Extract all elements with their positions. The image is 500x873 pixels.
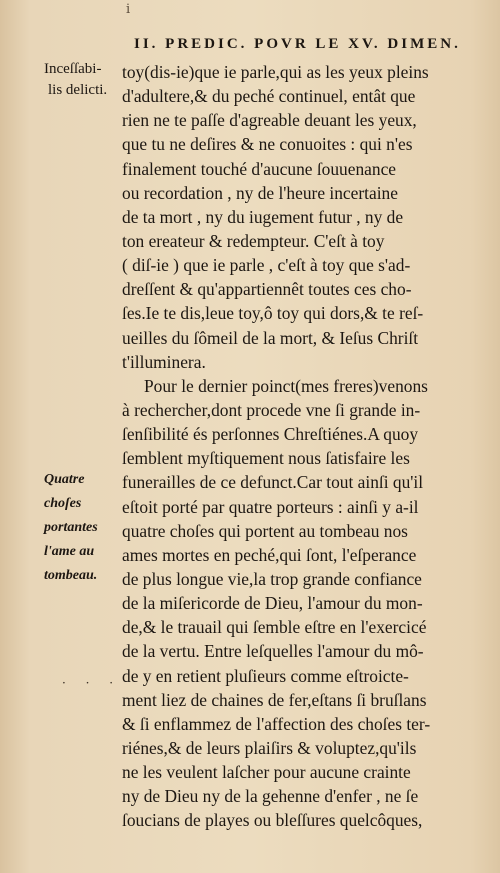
text-line: rien ne te paſſe d'agreable deuant les yeux,: [122, 110, 417, 131]
text-line: d'adultere,& du peché continuel, entât que: [122, 86, 416, 107]
text-line: & ſi enflammez de l'affection des choſes ter-: [122, 713, 431, 734]
margin-note-tombeau: tombeau.: [44, 568, 98, 583]
text-line: ( diſ-ie ) que ie parle , c'eſt à toy que s'ad-: [122, 255, 411, 276]
text-line: ſes.Ie te dis,leue toy,ô toy qui dors,& te reſ-: [122, 303, 424, 324]
text-line: de la miſericorde de Dieu, l'amour du mon-: [122, 593, 423, 614]
margin-dots: · · ·: [62, 676, 122, 690]
text-line: dreſſent & qu'appartiennêt toutes ces cho-: [122, 279, 412, 300]
text-line: de y en retient pluſieurs comme eſtroicte-: [122, 665, 409, 686]
text-line: à rechercher,dont procede vne ſi grande in-: [122, 399, 421, 420]
margin-note-lame-au: l'ame au: [44, 544, 95, 559]
text-line: quatre choſes qui portent au tombeau nos: [122, 520, 408, 541]
text-line: ou recordation , ny de l'heure incertaine: [122, 182, 398, 203]
running-head: II. PREDIC. POVR LE XV. DIMEN.: [134, 36, 461, 52]
text-line: funerailles de ce defunct.Car tout ainſi qu'il: [122, 472, 424, 493]
text-line: de plus longue vie,la trop grande confiance: [122, 568, 422, 589]
text-line: de,& le trauail qui ſemble eſtre en l'exercicé: [122, 617, 427, 638]
text-line: t'illuminera.: [122, 351, 206, 372]
text-line: ment liez de chaines de fer,eſtans ſi bruſlans: [122, 689, 427, 710]
margin-note-portantes: portantes: [44, 520, 98, 535]
text-line: eſtoit porté par quatre porteurs : ainſi y a-il: [122, 496, 419, 517]
folio-mark: i: [126, 2, 131, 17]
text-block: [122, 60, 482, 833]
text-line: riénes,& de leurs plaiſirs & voluptez,qu'ils: [122, 737, 417, 758]
text-line: de ta mort , ny du iugement futur , ny de: [122, 206, 404, 227]
margin-note-inceffabilis: Inceſſabi-: [44, 61, 102, 77]
margin-note-delicti: lis delicti.: [48, 82, 108, 98]
margin-note-choses: choſes: [44, 496, 82, 511]
text-line: ueilles du ſômeil de la mort, & Ieſus Chriſt: [122, 327, 419, 348]
text-line: ny de Dieu ny de la gehenne d'enfer , ne ſe: [122, 786, 419, 807]
margin-note-quatre: Quatre: [44, 472, 85, 487]
text-line: ſemblent myſtiquement nous ſatisfaire les: [122, 448, 410, 469]
text-line: ne les veulent laſcher pour aucune crainte: [122, 762, 411, 783]
text-line: que tu ne deſires & ne conuoites : qui n'es: [122, 134, 413, 155]
text-line: Pour le dernier poinct(mes freres)venons: [144, 375, 428, 396]
text-line: de la vertu. Entre leſquelles l'amour du mô-: [122, 641, 424, 662]
text-line: finalement touché d'aucune ſouuenance: [122, 158, 397, 179]
text-line: ton ereateur & redempteur. C'eſt à toy: [122, 230, 385, 251]
text-line: ſoucians de playes ou bleſſures quelcôques,: [122, 810, 423, 831]
text-line: ſenſibilité és perſonnes Chreſtiénes.A quoy: [122, 424, 419, 445]
text-line: ames mortes en peché,qui ſont, l'eſperance: [122, 544, 417, 565]
text-line: toy(dis-ie)que ie parle,qui as les yeux pleins: [122, 62, 429, 82]
